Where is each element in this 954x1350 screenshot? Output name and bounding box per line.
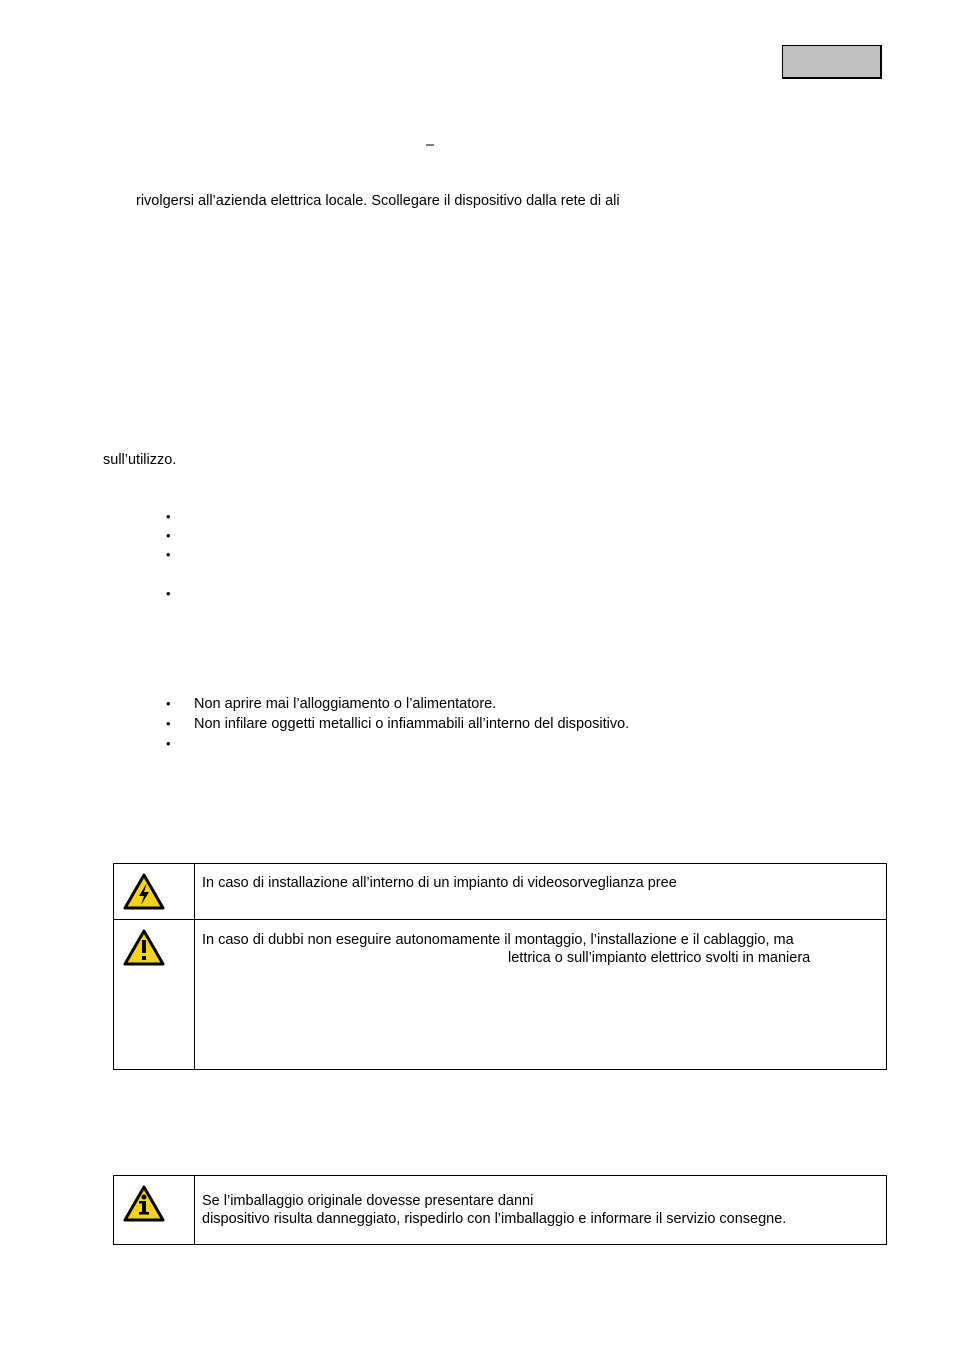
bullet-dot: • <box>166 736 171 751</box>
info-table <box>113 1175 887 1245</box>
info-row <box>114 1176 886 1244</box>
bullet-dot: • <box>166 696 171 711</box>
warning-table <box>113 863 887 1070</box>
info-icon <box>122 1184 166 1224</box>
warning-row <box>114 864 886 919</box>
info-text: Se l’imballaggio originale dovesse presentare danni <box>202 1193 534 1209</box>
bullet-dot: • <box>166 509 171 524</box>
electric-hazard-icon <box>122 872 166 912</box>
language-tab <box>782 45 882 79</box>
warning-text: In caso di dubbi non eseguire autonomamente il montaggio, l’installazione e il cablaggio, ma <box>202 932 794 948</box>
bullet-text: Non aprire mai l’alloggiamento o l’alimentatore. <box>194 696 497 712</box>
warning-text: In caso di installazione all’interno di un impianto di videosorveglianza pree <box>202 875 677 891</box>
icon-cell <box>114 920 195 1070</box>
warning-exclamation-icon <box>122 928 166 968</box>
bullet-text: Non infilare oggetti metallici o infiammabili all’interno del dispositivo. <box>194 716 630 732</box>
bullet-dot: • <box>166 586 171 601</box>
paragraph-2: sull’utilizzo. <box>103 452 177 468</box>
warning-row <box>114 919 886 1070</box>
paragraph-1: rivolgersi all’azienda elettrica locale. Scollegare il dispositivo dalla rete di ali <box>136 193 620 209</box>
bullet-dot: • <box>166 716 171 731</box>
bullet-dot: • <box>166 547 171 562</box>
bullet-dot: • <box>166 528 171 543</box>
dash-mark: – <box>426 137 435 153</box>
icon-cell <box>114 1176 195 1244</box>
warning-text: lettrica o sull’impianto elettrico svolti in maniera <box>508 950 811 966</box>
info-text: dispositivo risulta danneggiato, rispedirlo con l’imballaggio e informare il servizio consegne. <box>202 1211 787 1227</box>
icon-cell <box>114 864 195 919</box>
